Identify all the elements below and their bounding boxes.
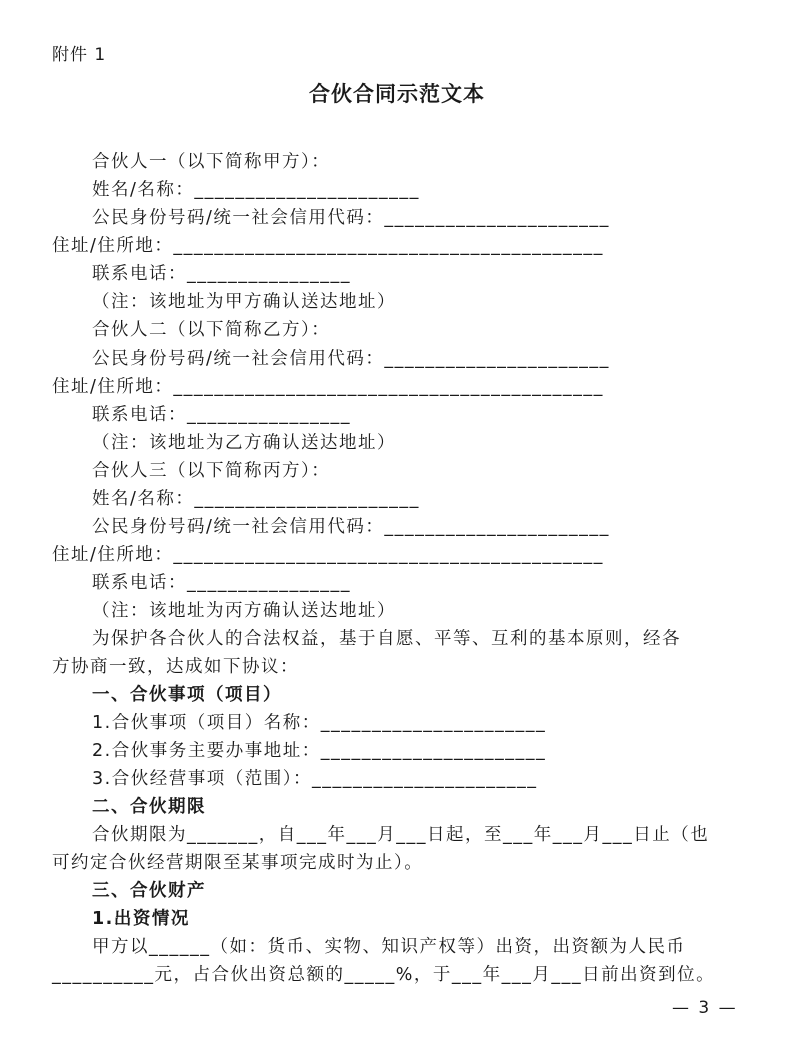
- term-line-1: 合伙期限为_______，自___年___月___日起，至___年___月___日止（也: [92, 825, 710, 845]
- party-one-name-field: 姓名/名称：______________________: [92, 180, 420, 200]
- party-one-note: （注：该地址为甲方确认送达地址）: [92, 292, 396, 312]
- term-line-2: 可约定合伙经营期限至某事项完成时为止）。: [52, 853, 424, 873]
- attachment-label: 附件 1: [52, 45, 107, 65]
- party-three-id-field: 公民身份号码/统一社会信用代码：______________________: [92, 517, 610, 537]
- contribution-subheading: 1.出资情况: [92, 909, 190, 929]
- office-address-field: 2.合伙事务主要办事地址：______________________: [92, 741, 547, 761]
- page-number: — 3 —: [672, 998, 738, 1018]
- business-scope-field: 3.合伙经营事项（范围）：______________________: [92, 769, 538, 789]
- section-two-heading: 二、合伙期限: [92, 797, 206, 817]
- party-two-id-field: 公民身份号码/统一社会信用代码：______________________: [92, 349, 610, 369]
- party-three-note: （注：该地址为丙方确认送达地址）: [92, 601, 396, 621]
- preamble-line-1: 为保护各合伙人的合法权益，基于自愿、平等、互利的基本原则，经各: [92, 629, 681, 649]
- contribution-line-1: 甲方以______（如：货币、实物、知识产权等）出资，出资额为人民币: [92, 937, 686, 957]
- party-two-note: （注：该地址为乙方确认送达地址）: [92, 433, 396, 453]
- party-three-heading: 合伙人三（以下简称丙方）：: [92, 461, 331, 481]
- party-two-phone-field: 联系电话：________________: [92, 405, 351, 425]
- party-three-name-field: 姓名/名称：______________________: [92, 489, 420, 509]
- item-name-field: 1.合伙事项（项目）名称：______________________: [92, 713, 547, 733]
- party-two-heading: 合伙人二（以下简称乙方）：: [92, 320, 331, 340]
- document-title: 合伙合同示范文本: [309, 82, 485, 106]
- section-three-heading: 三、合伙财产: [92, 881, 206, 901]
- preamble-line-2: 方协商一致，达成如下协议：: [52, 657, 299, 677]
- party-one-heading: 合伙人一（以下简称甲方）：: [92, 152, 331, 172]
- party-one-id-field: 公民身份号码/统一社会信用代码：______________________: [92, 208, 610, 228]
- contribution-line-2: __________元，占合伙出资总额的_____%，于___年___月___日前出资到位。: [52, 965, 716, 985]
- party-one-address-field: 住址/住所地：__________________________________________: [52, 236, 604, 256]
- section-one-heading: 一、合伙事项（项目）: [92, 685, 282, 705]
- party-three-phone-field: 联系电话：________________: [92, 573, 351, 593]
- party-one-phone-field: 联系电话：________________: [92, 264, 351, 284]
- party-two-address-field: 住址/住所地：__________________________________________: [52, 377, 604, 397]
- party-three-address-field: 住址/住所地：__________________________________________: [52, 545, 604, 565]
